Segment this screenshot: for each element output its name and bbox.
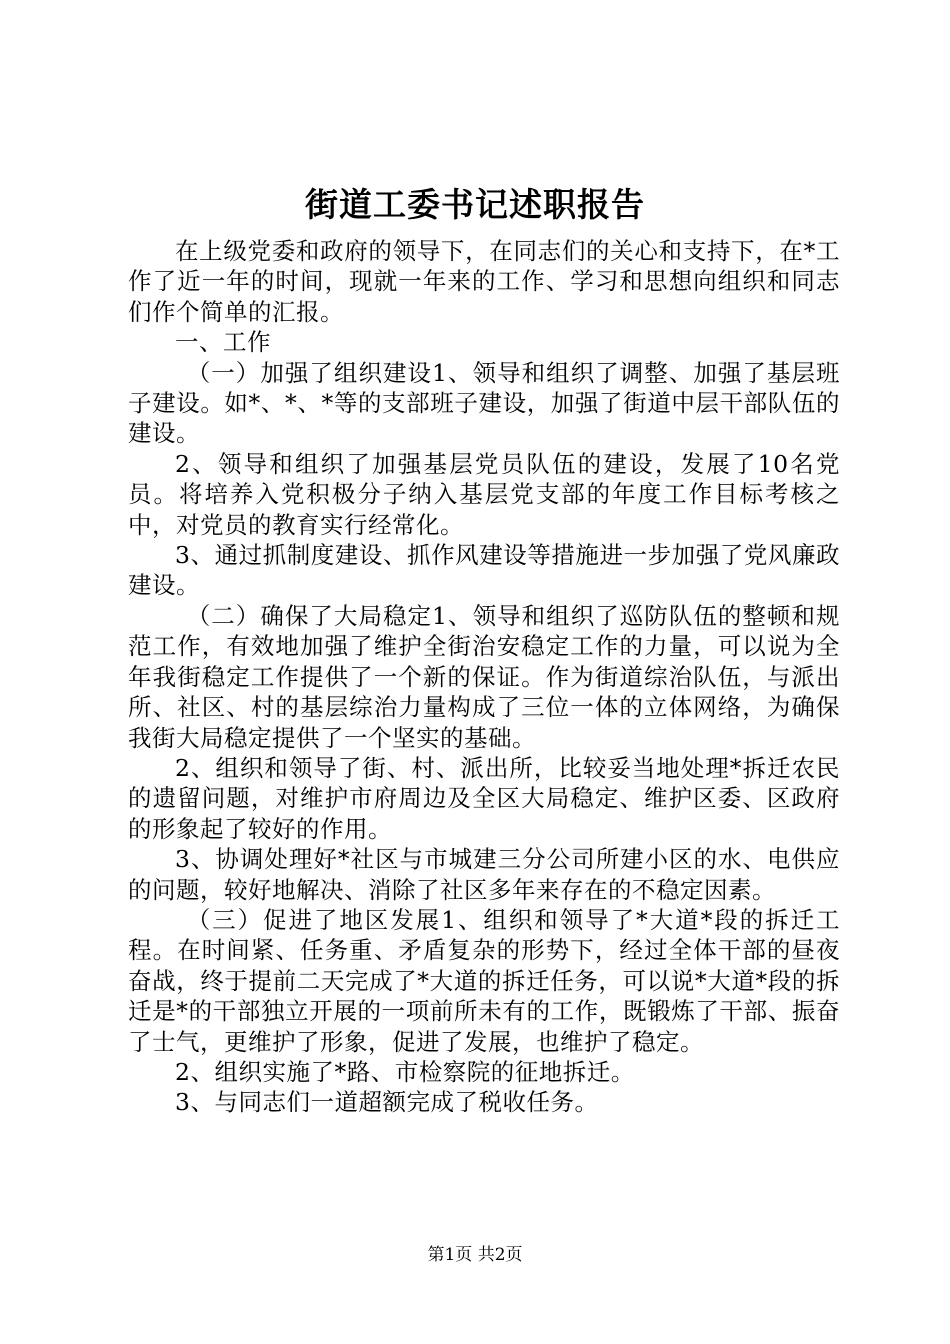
paragraph-development: （三）促进了地区发展1、组织和领导了*大道*段的拆迁工程。在时间紧、任务重、矛盾复杂的形势下，经过全体干部的昼夜奋战，终于提前二天完成了*大道的拆迁任务，可以说*大道*段的拆迁是*的干部独立开展的一项前所未有的工作，既锻炼了干部、振奋了士气，更维护了形象，促进了发展，也维护了稳定。 — [128, 905, 840, 1056]
paragraph-organization-building: （一）加强了组织建设1、领导和组织了调整、加强了基层班子建设。如*、*、*等的支部班子建设，加强了街道中层干部队伍的建设。 — [128, 358, 840, 448]
paragraph-utilities: 3、协调处理好*社区与市城建三分公司所建小区的水、电供应的问题，较好地解决、消除了社区多年来存在的不稳定因素。 — [128, 845, 840, 904]
paragraph-intro: 在上级党委和政府的领导下，在同志们的关心和支持下，在*工作了近一年的时间，现就一年来的工作、学习和思想向组织和同志们作个简单的汇报。 — [128, 237, 840, 326]
document-title: 街道工委书记述职报告 — [305, 185, 645, 224]
paragraph-clean-government: 3、通过抓制度建设、抓作风建设等措施进一步加强了党风廉政建设。 — [128, 541, 840, 600]
paragraph-tax: 3、与同志们一道超额完成了税收任务。 — [175, 1088, 599, 1117]
page-footer: 第1页 共2页 — [427, 1245, 523, 1265]
section-heading-work: 一、工作 — [175, 328, 271, 357]
paragraph-party-members: 2、领导和组织了加强基层党员队伍的建设，发展了10名党员。将培养入党积极分子纳入基层党支部的年度工作目标考核之中，对党员的教育实行经常化。 — [128, 449, 840, 539]
paragraph-relocation-issues: 2、组织和领导了街、村、派出所，比较妥当地处理*拆迁农民的遗留问题，对维护市府周边及全区大局稳定、维护区委、区政府的形象起了较好的作用。 — [128, 753, 840, 843]
paragraph-stability: （二）确保了大局稳定1、领导和组织了巡防队伍的整顿和规范工作，有效地加强了维护全街治安稳定工作的力量，可以说为全年我街稳定工作提供了一个新的保证。作为街道综治队伍，与派出所、社区、村的基层综治力量构成了三位一体的立体网络，为确保我街大局稳定提供了一个坚实的基础。 — [128, 601, 840, 752]
paragraph-land-acquisition: 2、组织实施了*路、市检察院的征地拆迁。 — [175, 1057, 635, 1086]
document-body — [128, 236, 840, 1118]
